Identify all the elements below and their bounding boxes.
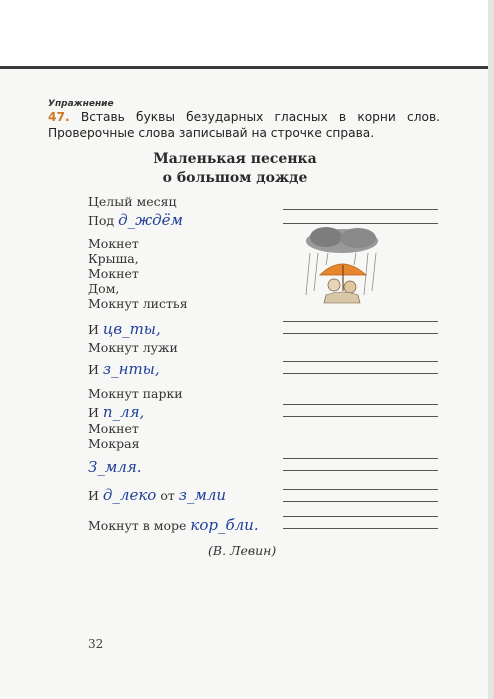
poem-line-15 [88,458,142,476]
poem-author: (В. Левин) [208,543,277,558]
poem-line-9: Мокнут лужи [88,340,178,355]
poem-line-14: Мокрая [88,436,140,451]
poem-line-12: И п_ля, [88,403,145,421]
poem-line-11: Мокнут парки [88,386,183,401]
answer-line[interactable] [283,321,438,322]
handwritten-answer: кор_бли. [190,516,259,534]
handwritten-answer: д_леко [102,486,157,504]
answer-line[interactable] [283,501,438,502]
answer-line[interactable] [283,209,438,210]
handwritten-answer: п_ля, [102,403,145,421]
handwritten-answer: з_мли [178,486,227,504]
poem-line-13: Мокнет [88,421,139,436]
rain-cloud-umbrella-icon [300,225,384,305]
answer-line[interactable] [283,458,438,459]
answer-line[interactable] [283,361,438,362]
answer-line[interactable] [283,404,438,405]
poem-line-10: И з_нты, [88,360,160,378]
answer-line[interactable] [283,489,438,490]
page-number: 32 [88,637,104,651]
answer-line[interactable] [283,223,438,224]
handwritten-answer: цв_ты, [102,320,161,338]
poem-line-5: Мокнет [88,266,139,281]
poem-line-2: Под д_ждём [88,211,183,229]
poem-line-17: Мокнут в море кор_бли. [88,516,259,534]
answer-line[interactable] [283,416,438,417]
answer-line[interactable] [283,333,438,334]
poem-line-4: Крыша, [88,251,139,266]
poem-line-8: И цв_ты, [88,320,161,338]
handwritten-answer: З_мля. [88,458,142,476]
answer-line[interactable] [283,528,438,529]
top-margin [0,0,494,68]
poem-line-1: Целый месяц [88,194,177,209]
answer-line[interactable] [283,470,438,471]
page-right-edge [488,0,494,699]
poem-line-16: И д_леко от з_мли [88,486,227,504]
exercise-text: Вставь буквы безударных гласных в корни слов. Проверочные слова записывай на строчке справа. [48,110,441,140]
poem-title-line-2: о большом дожде [162,170,308,186]
handwritten-answer: д_ждём [118,211,183,229]
answer-line[interactable] [283,516,438,517]
exercise-number: 47. [48,110,70,124]
poem-line-3: Мокнет [88,236,139,251]
exercise-label: Упражнение [48,99,114,109]
poem-title-line-1: Маленькая песенка [153,151,317,167]
poem-title [150,150,320,188]
handwritten-answer: з_нты, [102,360,160,378]
page-top-edge [0,66,494,69]
poem-line-7: Мокнут листья [88,296,188,311]
answer-line[interactable] [283,373,438,374]
exercise-instruction [48,109,440,141]
poem-line-6: Дом, [88,281,120,296]
